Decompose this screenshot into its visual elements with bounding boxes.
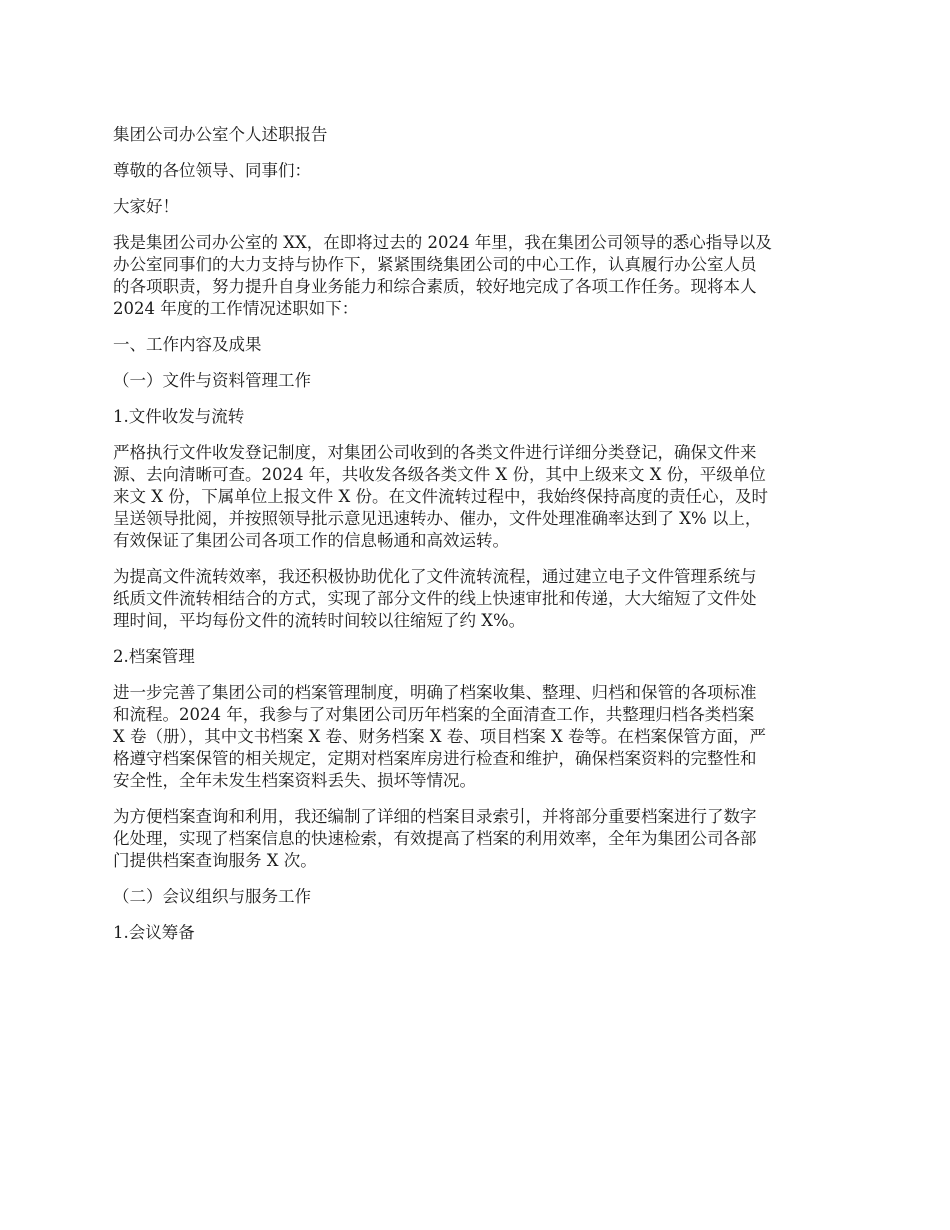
intro-paragraph	[113, 232, 840, 320]
paragraph-line: 有效保证了集团公司各项工作的信息畅通和高效运转。	[113, 531, 509, 550]
paragraph-line: 为方便档案查询和利用，我还编制了详细的档案目录索引，并将部分重要档案进行了数字	[113, 807, 757, 826]
paragraph-line: 呈送领导批阅，并按照领导批示意见迅速转办、催办，文件处理准确率达到了 X% 以上，	[113, 509, 762, 528]
file-handling-paragraph	[113, 442, 840, 552]
paragraph-line: 纸质文件流转相结合的方式，实现了部分文件的线上快速审批和传递，大大缩短了文件处	[113, 589, 757, 608]
paragraph-line: 我是集团公司办公室的 XX，在即将过去的 2024 年里，我在集团公司领导的悉心指导以及	[113, 233, 772, 252]
file-flow-paragraph	[113, 566, 840, 632]
paragraph-line: 的各项职责，努力提升自身业务能力和综合素质，较好地完成了各项工作任务。现将本人	[113, 277, 757, 296]
archive-management-paragraph	[113, 682, 840, 792]
paragraph-line: 为提高文件流转效率，我还积极协助优化了文件流转流程，通过建立电子文件管理系统与	[113, 567, 757, 586]
paragraph-line: 源、去向清晰可查。2024 年，共收发各级各类文件 X 份，其中上级来文 X 份，平级单位	[113, 465, 766, 484]
paragraph-line: 安全性，全年未发生档案资料丢失、损坏等情况。	[113, 771, 476, 790]
salutation: 尊敬的各位领导、同事们：	[113, 161, 311, 180]
paragraph-line: 严格执行文件收发登记制度，对集团公司收到的各类文件进行详细分类登记，确保文件来	[113, 443, 757, 462]
paragraph-line: 和流程。2024 年，我参与了对集团公司历年档案的全面清查工作，共整理归档各类档案	[113, 705, 755, 724]
item-heading: 1.文件收发与流转	[113, 407, 245, 426]
paragraph-line: 门提供档案查询服务 X 次。	[113, 851, 317, 870]
document-title: 集团公司办公室个人述职报告	[113, 125, 328, 144]
greeting: 大家好！	[113, 197, 179, 216]
subsection-heading: （一）文件与资料管理工作	[113, 371, 311, 390]
item-heading: 2.档案管理	[113, 647, 195, 666]
section-heading: 一、工作内容及成果	[113, 335, 262, 354]
paragraph-line: 进一步完善了集团公司的档案管理制度，明确了档案收集、整理、归档和保管的各项标准	[113, 683, 757, 702]
paragraph-line: 2024 年度的工作情况述职如下：	[113, 299, 359, 318]
document-page	[113, 124, 840, 944]
paragraph-line: X 卷（册），其中文书档案 X 卷、财务档案 X 卷、项目档案 X 卷等。在档案保管方面，严	[113, 727, 766, 746]
item-heading: 1.会议筹备	[113, 923, 195, 942]
paragraph-line: 理时间，平均每份文件的流转时间较以往缩短了约 X%。	[113, 611, 526, 630]
paragraph-line: 来文 X 份，下属单位上报文件 X 份。在文件流转过程中，我始终保持高度的责任心，及时	[113, 487, 768, 506]
subsection-heading: （二）会议组织与服务工作	[113, 887, 311, 906]
paragraph-line: 化处理，实现了档案信息的快速检索，有效提高了档案的利用效率，全年为集团公司各部	[113, 829, 757, 848]
archive-query-paragraph	[113, 806, 840, 872]
paragraph-line: 办公室同事们的大力支持与协作下，紧紧围绕集团公司的中心工作，认真履行办公室人员	[113, 255, 757, 274]
paragraph-line: 格遵守档案保管的相关规定，定期对档案库房进行检查和维护，确保档案资料的完整性和	[113, 749, 757, 768]
